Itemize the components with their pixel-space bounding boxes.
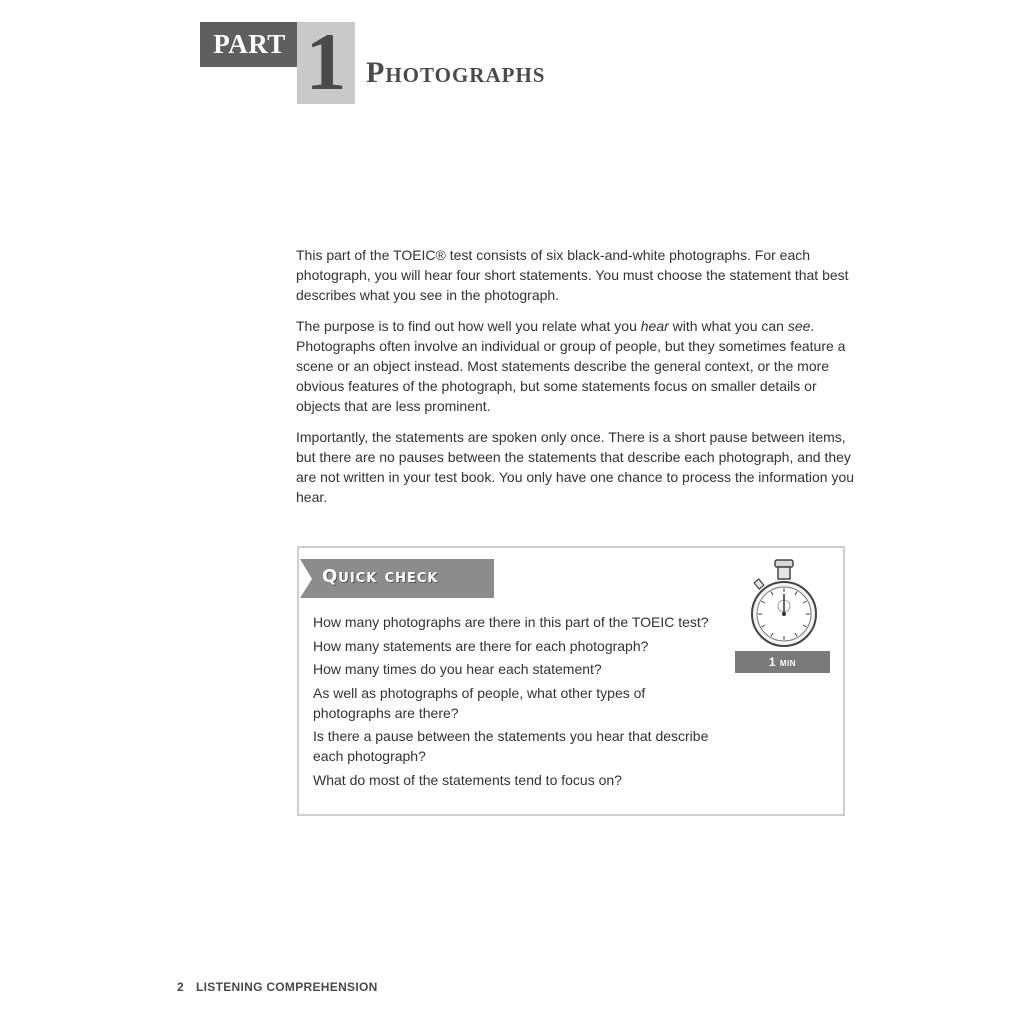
quick-check-questions <box>313 612 723 793</box>
quick-check-banner-notch <box>300 559 312 598</box>
intro-text <box>296 245 858 518</box>
quick-check-title: Quick check <box>322 566 439 587</box>
intro-paragraph-2 <box>296 316 858 416</box>
stopwatch-icon <box>748 558 820 650</box>
intro-paragraph-2-part-a: The purpose is to find out how well you relate what you <box>296 318 641 334</box>
time-badge: 1 min <box>735 651 830 673</box>
question-item: How many statements are there for each photograph? <box>313 637 649 654</box>
part-label: PART <box>200 22 299 67</box>
question-item: As well as photographs of people, what other types of photographs are there? <box>313 684 646 721</box>
intro-paragraph-2-part-b: with what you can <box>668 318 788 334</box>
emphasis-see: see <box>787 318 811 334</box>
section-label: LISTENING COMPREHENSION <box>196 980 378 994</box>
question-item: How many photographs are there in this part of the TOEIC test? <box>313 614 709 630</box>
page-number: 2 <box>177 980 184 994</box>
page-title: Photographs <box>366 56 546 89</box>
question-item: What do most of the statements tend to focus on? <box>313 771 622 788</box>
question-item: How many times do you hear each statement? <box>313 661 602 677</box>
intro-paragraph-3: Importantly, the statements are spoken only once. There is a short pause between items, but there are no pauses between the statements that describe each photograph, and they are not written in your test book. You only have one chance to process the information you hear. <box>296 429 855 505</box>
intro-paragraph-2-part-c: . Photographs often involve an individual or group of people, but they sometimes feature a scene or an object instead. Most statements describe the general context, or the more obvious features of the photograph, but some statements focus on smaller details or objects that are less prominent. <box>296 318 846 414</box>
emphasis-hear: hear <box>640 318 669 334</box>
intro-paragraph-1: This part of the TOEIC® test consists of six black-and-white photographs. For each photograph, you will hear four short statements. You must choose the statement that best describes what you see in the photograph. <box>296 247 849 303</box>
part-number: 1 <box>305 16 347 107</box>
question-item: Is there a pause between the statements you hear that describe each photograph? <box>313 728 709 764</box>
